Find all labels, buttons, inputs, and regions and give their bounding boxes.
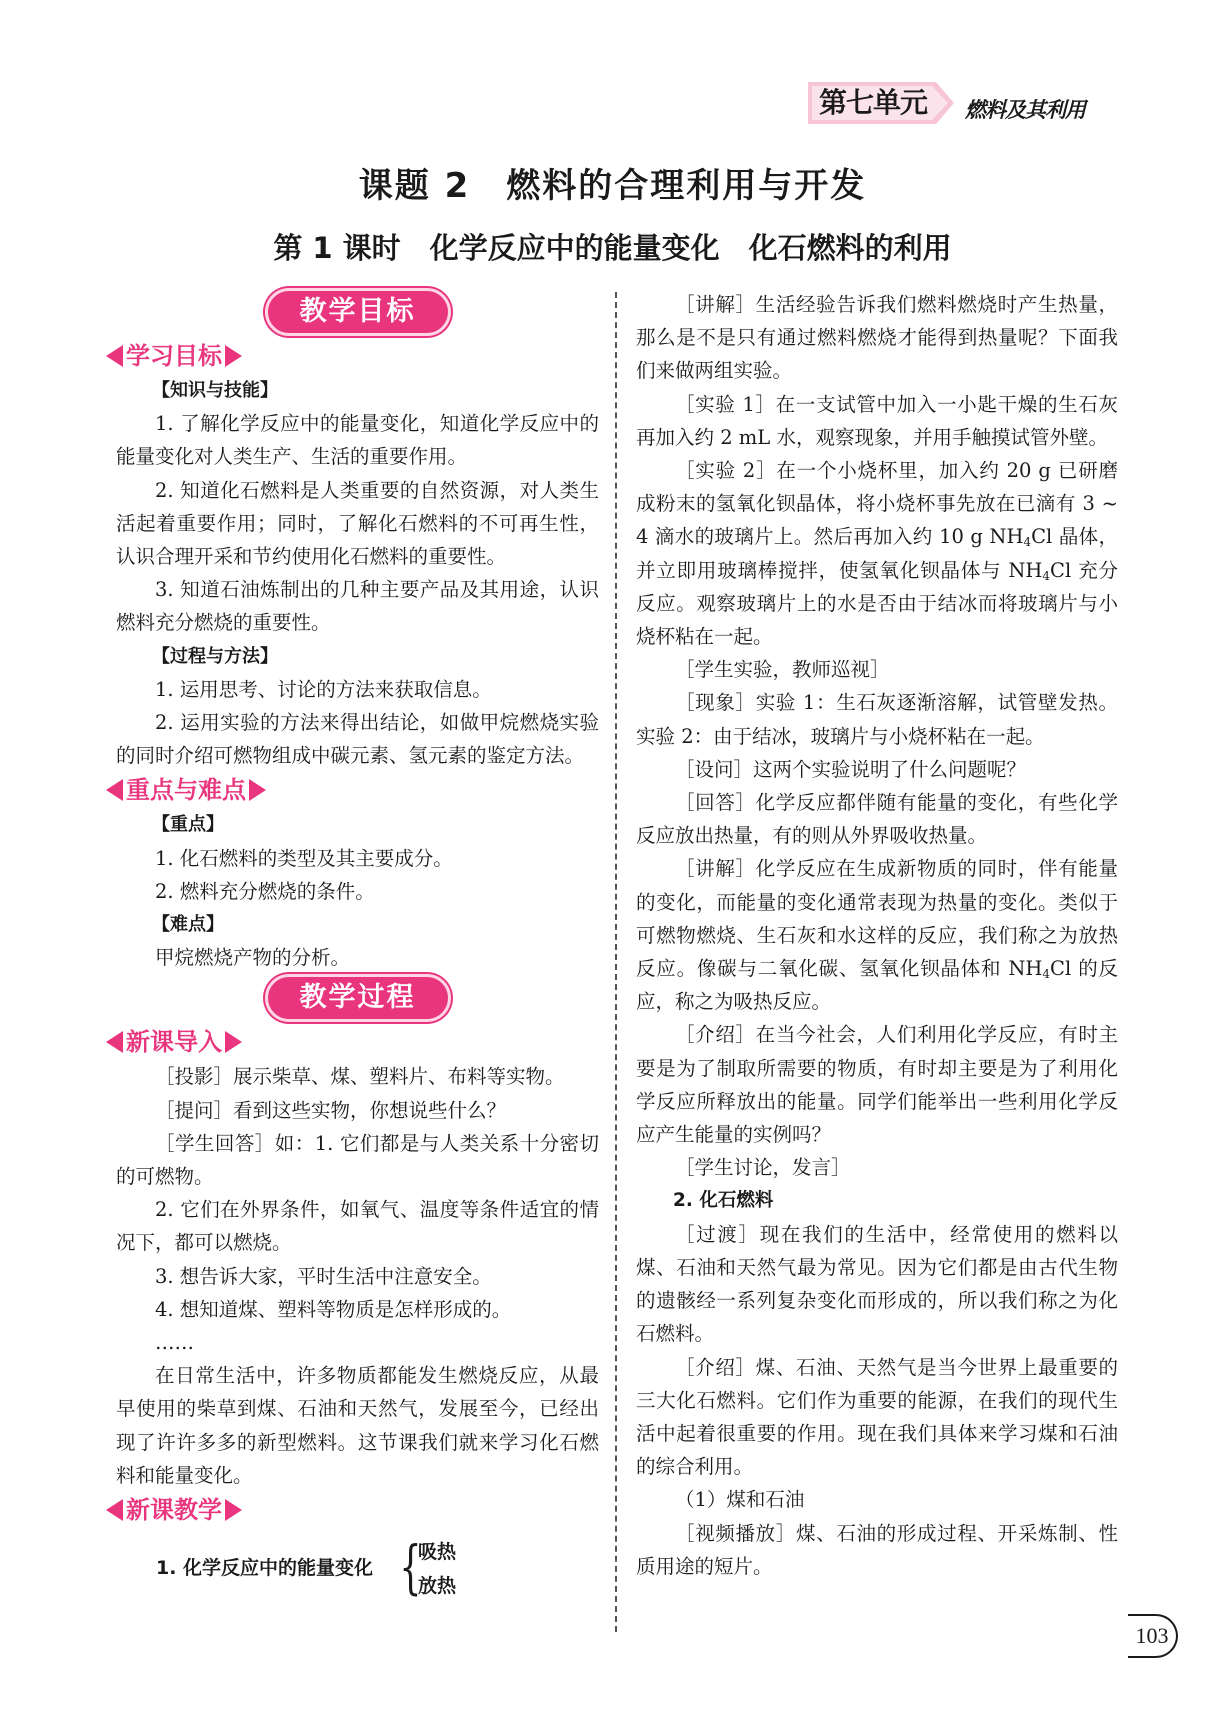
endothermic-label: 吸热 [418,1541,457,1564]
exothermic-label: 放热 [418,1575,457,1598]
brace-icon: { [399,1533,422,1602]
unit-subtitle: 燃料及其利用 [965,98,1085,122]
knowledge-item-3: 3. 知道石油炼制出的几种主要产品及其用途，认识燃料充分燃烧的重要性。 [116,578,599,635]
left-column [116,288,599,1604]
para-video: ［视频播放］煤、石油的形成过程、开采炼制、性质用途的短片。 [636,1521,1118,1578]
column-divider [615,292,617,1632]
key-point-2: 2. 燃料充分燃烧的条件。 [155,879,375,903]
triangle-left-icon [106,779,123,801]
triangle-left-icon [106,1499,123,1521]
intro-line-8: 在日常生活中，许多物质都能发生燃烧反应，从最早使用的柴草到煤、石油和天然气，发展至今，已经出现了许许多多的新型燃料。这节课我们就来学习化石燃料和能量变化。 [116,1364,599,1487]
triangle-right-icon [225,1499,242,1521]
process-item-1: 1. 运用思考、讨论的方法来获取信息。 [155,677,492,701]
para-student-experiment: ［学生实验，教师巡视］ [675,658,890,682]
key-points-heading: 【重点】 [152,814,224,836]
intro-line-7: …… [155,1331,194,1355]
para-explain-2: ［讲解］化学反应在生成新物质的同时，伴有能量的变化，而能量的变化通常表现为热量的变化。类似于可燃物燃烧、生石灰和水这样的反应，我们称之为放热反应。像碳与二氧化碳、氢氧化钡晶体和 $NH_4Cl$ 的反应，称之为吸热反应。 [636,857,1118,1014]
page-number: 103 [1128,1614,1178,1658]
unit-badge [808,80,946,126]
process-item-2: 2. 运用实验的方法来得出结论，如做甲烷燃烧实验的同时介绍可燃物组成中碳元素、氢元素的鉴定方法。 [116,711,599,768]
knowledge-item-1: 1. 了解化学反应中的能量变化，知道化学反应中的能量变化对人类生产、生活的重要作用。 [116,412,599,469]
triangle-right-icon [249,779,266,801]
intro-line-4: 2. 它们在外界条件，如氧气、温度等条件适宜的情况下，都可以燃烧。 [116,1198,599,1255]
triangle-left-icon [106,1031,123,1053]
process-heading: 【过程与方法】 [152,645,278,667]
para-introduce-2: ［介绍］煤、石油、天然气是当今世界上最重要的三大化石燃料。它们作为重要的能源，在我们的现代生活中起着很重要的作用。现在我们具体来学习煤和石油的综合利用。 [636,1355,1118,1479]
difficulty-heading: 【难点】 [152,914,224,936]
knowledge-item-2: 2. 知道化石燃料是人类重要的自然资源，对人类生活起着重要作用；同时，了解化石燃料的不可再生性，认识合理开采和节约使用化石燃料的重要性。 [116,478,599,569]
intro-heading: 新课导入 [106,1024,599,1060]
intro-line-6: 4. 想知道煤、塑料等物质是怎样形成的。 [155,1297,512,1321]
para-experiment-1: ［实验 1］在一支试管中加入一小匙干燥的生石灰再加入约 2 mL 水，观察现象，并用手触摸试管外壁。 [636,392,1118,449]
page-title: 课题 2 燃料的合理利用与开发 [358,166,867,206]
para-transition: ［过渡］现在我们的生活中，经常使用的燃料以煤、石油和天然气最为常见。因为它们都是由古代生物的遗骸经一系列复杂变化而形成的，所以我们称之为化石燃料。 [636,1222,1118,1346]
triangle-right-icon [225,1031,242,1053]
energy-change-outline [116,1532,599,1604]
para-explain-1: ［讲解］生活经验告诉我们燃料燃烧时产生热量，那么是不是只有通过燃料燃烧才能得到热量呢？下面我们来做两组实验。 [636,293,1118,383]
right-column [636,288,1118,1583]
para-answer: ［回答］化学反应都伴随有能量的变化，有些化学反应放出热量，有的则从外界吸收热量。 [636,791,1118,848]
difficulty-point-1: 甲烷燃烧产物的分析。 [155,946,351,970]
new-lesson-heading: 新课教学 [106,1492,599,1528]
intro-line-2: ［提问］看到这些实物，你想说些什么？ [155,1098,507,1122]
energy-change-label: 1. 化学反应中的能量变化 [156,1557,374,1580]
triangle-right-icon [225,345,242,367]
process-banner: 教学过程 [265,974,451,1022]
para-question: ［设问］这两个实验说明了什么问题呢？ [675,757,1027,781]
para-discussion: ［学生讨论，发言］ [675,1156,851,1180]
intro-line-1: ［投影］展示柴草、煤、塑料片、布料等实物。 [155,1065,565,1089]
para-experiment-2: ［实验 2］在一个小烧杯里，加入约 20 g 已研磨成粉末的氢氧化钡晶体，将小烧杯事先放在已滴有 3 ~ 4 滴水的玻璃片上。然后再加入约 10 g $NH_4Cl$ 晶体，并立即用玻璃棒搅拌，使氢氧化钡晶体与 $NH_4Cl$ 充分反应。观察玻璃片上的水是否由于结冰而将玻璃片与小烧杯粘在一起。 [636,459,1118,649]
knowledge-heading: 【知识与技能】 [152,380,278,401]
goals-banner: 教学目标 [265,288,451,336]
para-introduce-1: ［介绍］在当今社会，人们利用化学反应，有时主要是为了制取所需要的物质，有时却主要是为了利用化学反应所释放出的能量。同学们能举出一些利用化学反应产生能量的实例吗？ [636,1023,1118,1147]
unit-label: 第七单元 [818,86,927,119]
intro-line-5: 3. 想告诉大家，平时生活中注意安全。 [155,1264,492,1288]
fossil-fuel-heading: 2. 化石燃料 [673,1190,774,1212]
key-point-1: 1. 化石燃料的类型及其主要成分。 [155,846,453,870]
key-difficulty-heading: 重点与难点 [106,772,599,808]
learning-goals-heading: 学习目标 [106,338,599,374]
triangle-left-icon [106,345,123,367]
intro-line-3: ［学生回答］如：1. 它们都是与人类关系十分密切的可燃物。 [116,1131,599,1189]
coal-oil-heading: （1）煤和石油 [675,1488,805,1512]
lesson-subtitle: 第 1 课时 化学反应中的能量变化 化石燃料的利用 [273,231,952,265]
para-phenomenon: ［现象］实验 1：生石灰逐渐溶解，试管壁发热。实验 2：由于结冰，玻璃片与小烧杯粘在一起。 [636,691,1118,748]
